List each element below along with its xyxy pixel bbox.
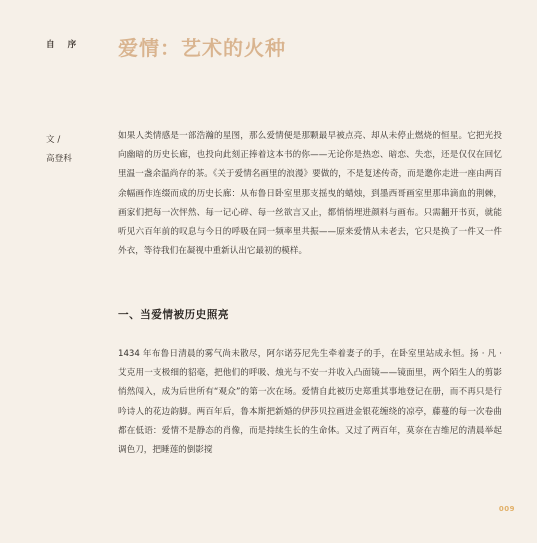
page-number: 009	[498, 505, 515, 513]
section-heading: 一、当爱情被历史照亮	[118, 309, 229, 321]
page-title: 爱情：艺术的火种	[118, 36, 286, 60]
intro-paragraph: 如果人类情感是一部浩瀚的星图，那么爱情便是那颗最早被点亮、却从未停止燃烧的恒星。它把光投向幽暗的历史长廊，也投向此刻正捧着这本书的你——无论你是热恋、暗恋、失恋，还是仅仅在回忆里温一盏余温尚存的茶。《关于爱情名画里的浪漫》要做的，不是复述传奇，而是邀你走进一座由两百余幅画作连缀而成的历史长廊：从布鲁日卧室里那支摇曳的蜡烛，到墨西哥画室里那串滴血的荆棘，画家们把每一次怦然、每一记心碎、每一丝欲言又止，都悄悄埋进颜料与画布。只需翻开书页，就能听见六百年前的叹息与今日的呼吸在同一频率里共振——原来爱情从未老去，它只是换了一件又一件外衣，等待我们在凝视中重新认出它最初的模样。	[118, 131, 502, 257]
author-name: 高登科	[46, 154, 72, 164]
author-role: 文 /	[46, 135, 61, 145]
section-label: 自 序	[46, 40, 82, 50]
section-paragraph: 1434 年布鲁日清晨的雾气尚未散尽，阿尔诺芬尼先生牵着妻子的手，在卧室里站成永恒。扬 · 凡 · 艾克用一支极细的貂毫，把他们的呼吸、烛光与不安一并收入凸面镜——镜面里，两个陌生人的剪影悄然闯入，成为后世所有“观众”的第一次在场。爱情自此被历史郑重其事地登记在册，而不再只是行吟诗人的花边韵脚。两百年后，鲁本斯把新婚的伊莎贝拉画进金银花缠绕的凉亭，藤蔓的每一次卷曲都在低语：爱情不是静态的肖像，而是持续生长的生命体。又过了两百年，莫奈在吉维尼的清晨举起调色刀，把睡莲的倒影搅	[118, 349, 502, 456]
author-block	[46, 131, 72, 169]
